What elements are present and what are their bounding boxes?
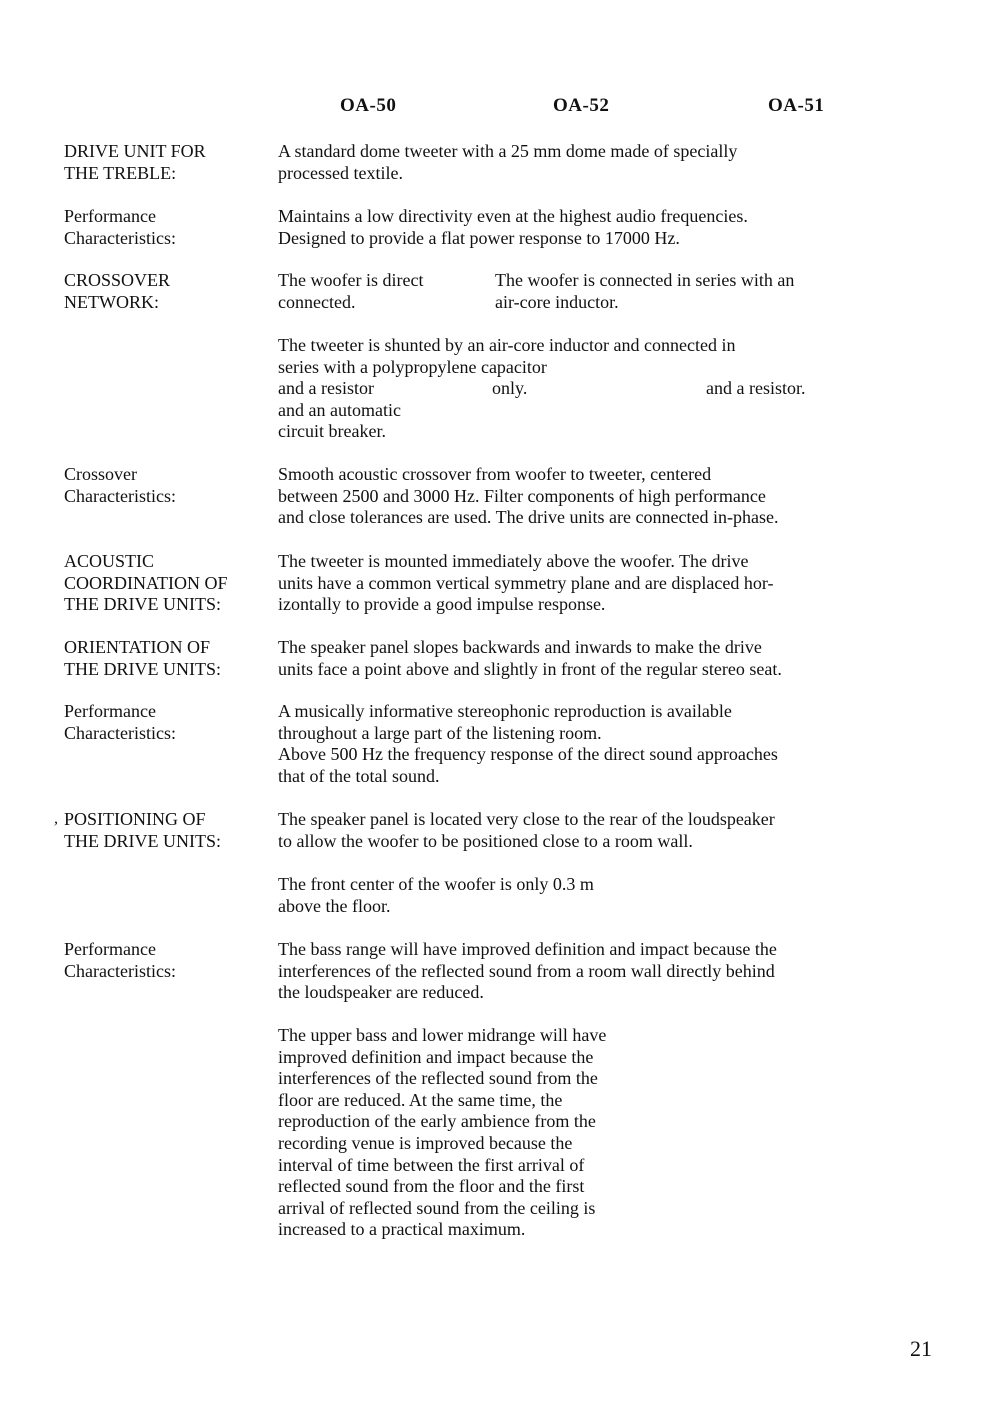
column-header-oa52: OA-52 [553,95,610,116]
text-positioning: The speaker panel is located very close to the rear of the loudspeaker to allow the woofer to be positioned close to a room wall. [278,809,775,851]
label-treble-drive-unit: DRIVE UNIT FOR THE TREBLE: [64,141,206,183]
page-number: 21 [910,1336,932,1361]
label-acoustic-coordination: ACOUSTIC COORDINATION OF THE DRIVE UNITS: [64,551,228,615]
text-performance-3b: The upper bass and lower midrange will have improved definition and impact because the interferences of the reflected sound from the floor are reduced. At the same time, the reproduction of the early ambience from the recording venue is improved because the interval of time between the first arrival of reflected sound from the floor and the first arrival of reflected sound from the ceiling is increased to a practical maximum. [278,1025,607,1240]
text-treble-drive-unit: A standard dome tweeter with a 25 mm dome made of specially processed textile. [278,141,738,183]
label-crossover-network: CROSSOVER NETWORK: [64,270,171,312]
text-performance-1: Maintains a low directivity even at the highest audio frequencies. Designed to provide a flat power response to 17000 Hz. [278,206,748,248]
text-acoustic-coordination: The tweeter is mounted immediately above the woofer. The drive units have a common vertical symmetry plane and are displaced hor- izontally to provide a good impulse response. [278,551,774,615]
text-crossover-characteristics: Smooth acoustic crossover from woofer to tweeter, centered between 2500 and 3000 Hz. Filter components of high performance and close tolerances are used. The drive units are connected in-phase. [278,464,779,528]
text-orientation: The speaker panel slopes backwards and inwards to make the drive units face a point above and slightly in front of the regular stereo seat. [278,637,782,679]
text-tweeter-oa50: and a resistor and an automatic circuit breaker. [278,378,401,442]
column-header-oa50: OA-50 [340,95,397,116]
text-tweeter-oa51: and a resistor. [706,378,806,398]
text-tweeter-shunt: The tweeter is shunted by an air-core inductor and connected in series with a polypropylene capacitor [278,335,736,377]
text-positioning-2: The front center of the woofer is only 0.3 m above the floor. [278,874,594,916]
text-crossover-oa50: The woofer is direct connected. [278,270,424,312]
text-crossover-oa52-oa51: The woofer is connected in series with an air-core inductor. [495,270,795,312]
text-performance-3: The bass range will have improved definition and impact because the interferences of the reflected sound from a room wall directly behind the loudspeaker are reduced. [278,939,777,1003]
label-performance-1: Performance Characteristics: [64,206,176,248]
label-performance-3: Performance Characteristics: [64,939,176,981]
label-performance-2: Performance Characteristics: [64,701,176,743]
label-crossover-characteristics: Crossover Characteristics: [64,464,176,506]
text-performance-2: A musically informative stereophonic reproduction is available throughout a large part of the listening room. Above 500 Hz the frequency response of the direct sound approaches that of the total sound. [278,701,778,786]
column-header-oa51: OA-51 [768,95,825,116]
label-positioning: POSITIONING OF THE DRIVE UNITS: [64,809,221,851]
text-tweeter-oa52: only. [492,378,528,398]
label-orientation: ORIENTATION OF THE DRIVE UNITS: [64,637,221,679]
margin-mark: , [54,810,58,827]
